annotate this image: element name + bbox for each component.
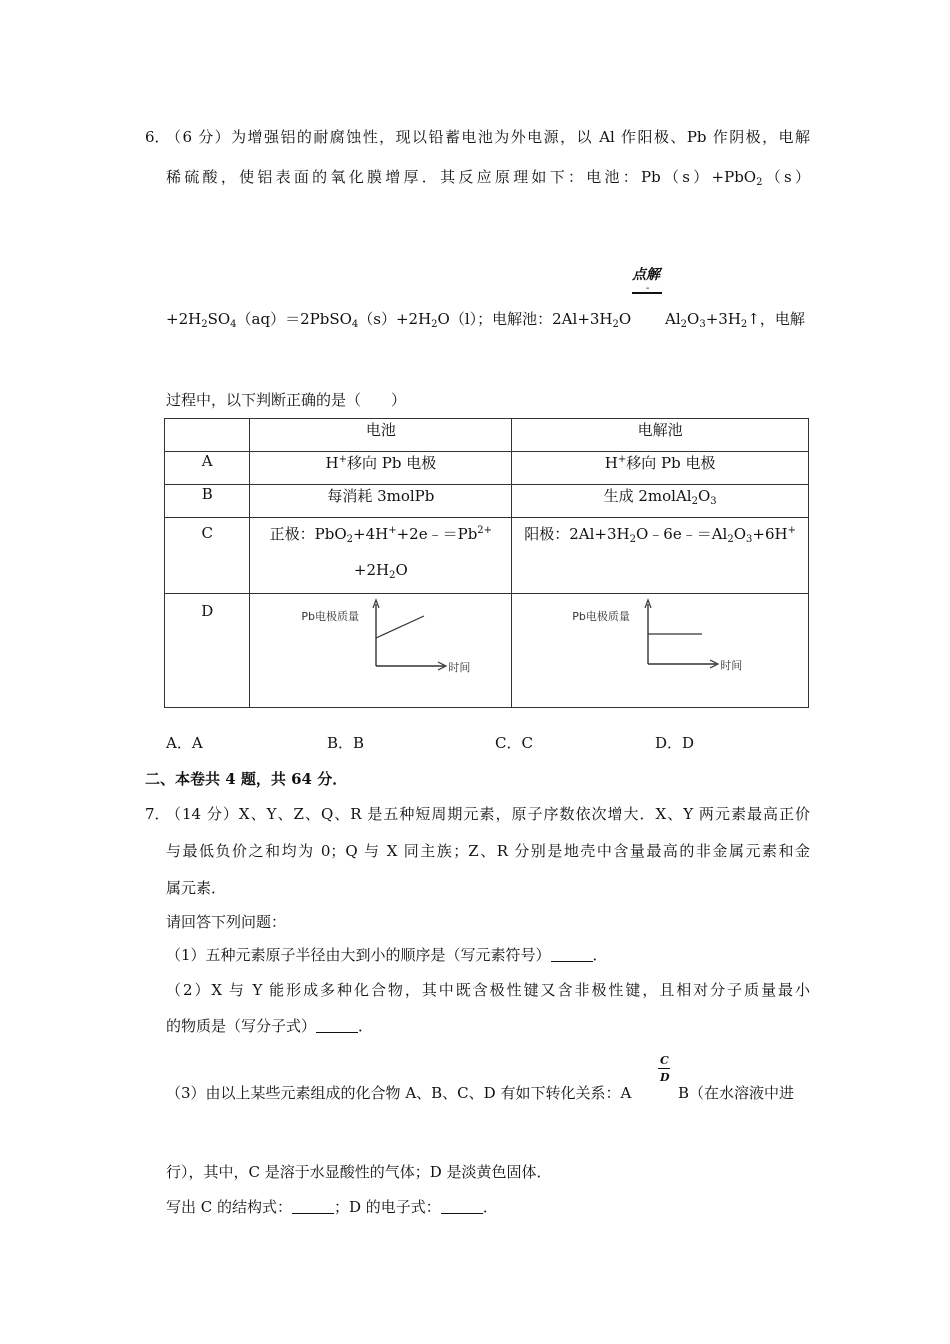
- q7-part2-line1: （2）X 与 Y 能形成多种化合物，其中既含极性键又含非极性键，且相对分子质量最小: [166, 981, 810, 999]
- q6-line2: 稀硫酸，使铝表面的氧化膜增厚．其反应原理如下：电池：Pb（s）+PbO$_2$（s）: [166, 168, 810, 188]
- table-row-a: [165, 452, 809, 485]
- table-row-b: [165, 485, 809, 518]
- q6-option-d[interactable]: D．D: [655, 734, 695, 752]
- table-row-d: [165, 594, 809, 708]
- q7-line1: （14 分）X、Y、Z、Q、R 是五种短周期元素，原子序数依次增大．X、Y 两元素最高正价: [166, 805, 810, 823]
- q6-line4: 过程中，以下判断正确的是（ ）: [166, 391, 407, 409]
- section-heading: 二、本卷共 4 题，共 64 分．: [145, 770, 348, 788]
- q7-part3-line1: （3）由以上某些元素组成的化合物 A、B、C、D 有如下转化关系：A: [166, 1084, 632, 1102]
- cell-battery: 每消耗 3molPb: [250, 485, 512, 518]
- reaction-condition: 点解: [632, 267, 660, 283]
- table-header-battery: 电池: [250, 419, 512, 452]
- cell-electrolysis: 生成 $2molAl_2O_3$: [512, 485, 809, 518]
- cell-battery: H+移向 Pb 电极: [250, 452, 512, 485]
- q6-option-b[interactable]: B．B: [327, 734, 365, 752]
- table-header-electrolysis: 电解池: [512, 419, 809, 452]
- q7-line2: 与最低负价之和均为 0；Q 与 X 同主族；Z、R 分别是地壳中含量最高的非金属元素和金: [166, 842, 810, 860]
- table-row-c: [165, 518, 809, 594]
- cell-electrolysis: H+移向 Pb 电极: [512, 452, 809, 485]
- graph-ylabel: Pb电极质量: [301, 610, 360, 623]
- row-label: A: [165, 452, 250, 485]
- q7-part3-line1-end: B（在水溶液中进: [678, 1084, 795, 1102]
- q6-option-c[interactable]: C．C: [495, 734, 533, 752]
- row-label: C: [165, 518, 250, 594]
- q6-line1: （6 分）为增强铝的耐腐蚀性，现以铅蓄电池为外电源，以 Al 作阳极、Pb 作阴极，电解: [166, 128, 810, 146]
- q6-table: [164, 418, 809, 708]
- row-label: B: [165, 485, 250, 518]
- conversion-arrow: [658, 1068, 670, 1069]
- q6-equation-right: $Al_2O_3+3H_2↑$，电解: [665, 310, 805, 330]
- q7-line3: 属元素．: [166, 879, 227, 897]
- q7-part3-line3: 写出 C 的结构式： ；D 的电子式： ．: [166, 1198, 498, 1216]
- reaction-arrow-tick: -: [646, 283, 650, 294]
- conversion-over: C: [660, 1054, 669, 1067]
- q7-line4: 请回答下列问题：: [166, 913, 287, 931]
- graph-ylabel: Pb电极质量: [572, 610, 630, 623]
- q7-part3-line2: 行），其中，C 是溶于水显酸性的气体；D 是淡黄色固体．: [166, 1163, 552, 1181]
- answer-blank[interactable]: [316, 1020, 358, 1033]
- answer-blank[interactable]: [551, 949, 593, 962]
- q7-part2-line2: 的物质是（写分子式） ．: [166, 1017, 374, 1035]
- cell-battery-graph: [250, 594, 512, 708]
- q7-part1: （1）五种元素原子半径由大到小的顺序是（写元素符号） ．: [166, 946, 608, 964]
- cell-electrolysis-graph: [512, 594, 809, 708]
- answer-blank[interactable]: [441, 1201, 483, 1214]
- q6-equation: $+2H_2SO_4(aq)=2PbSO_4(s)+2H_2O(l)$；电解池：$2Al+3H_2O$: [166, 310, 632, 330]
- q7-number: 7．: [145, 805, 170, 823]
- row-label: D: [165, 594, 250, 708]
- graph-xlabel: 时间: [720, 659, 743, 672]
- q6-number: 6．: [145, 128, 170, 146]
- cell-battery: 正极：$PbO_2+4H^++2e﹣=Pb^{2+}$ $+2H_2O$: [250, 518, 512, 594]
- cell-electrolysis: 阳极：$2Al+3H_2O﹣6e﹣=Al_2O_3+6H^+$: [512, 518, 809, 594]
- graph-xlabel: 时间: [448, 661, 471, 674]
- q6-option-a[interactable]: A．A: [166, 734, 203, 752]
- conversion-under: D: [660, 1071, 670, 1084]
- graph-constant: [570, 594, 770, 704]
- table-header-row: [165, 419, 809, 452]
- graph-increasing: [296, 594, 496, 704]
- answer-blank[interactable]: [292, 1201, 334, 1214]
- table-header-empty: [165, 419, 250, 452]
